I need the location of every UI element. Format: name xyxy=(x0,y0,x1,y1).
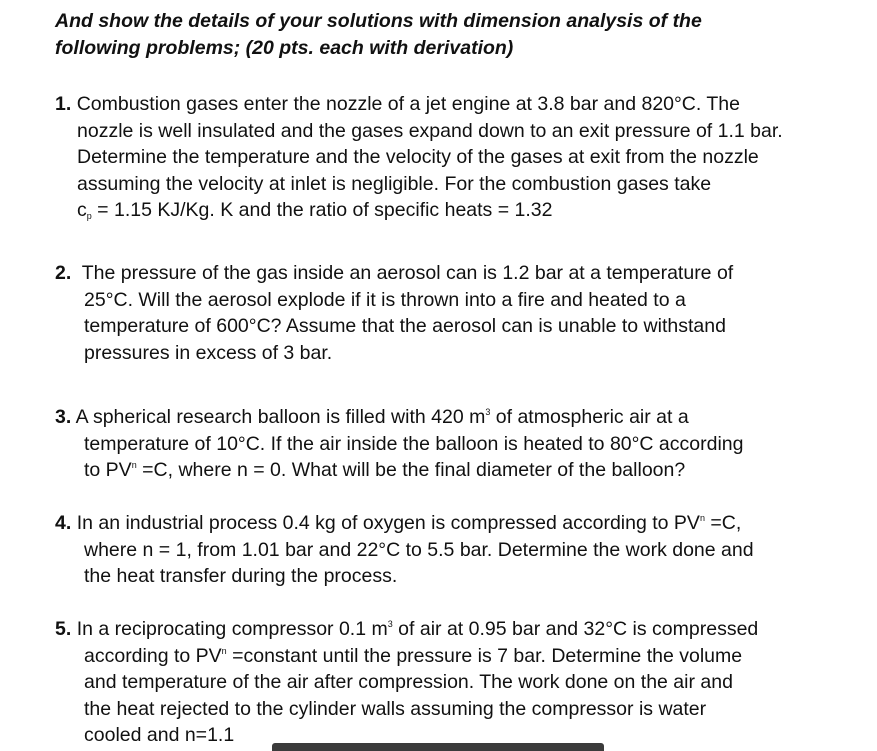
problem-1 xyxy=(55,91,783,224)
problem-number: 4. xyxy=(55,512,72,534)
problem-text-line: 25°C. Will the aerosol explode if it is thrown into a fire and heated to a xyxy=(84,288,686,311)
cp-value-text: = 1.15 KJ/Kg. K and the ratio of specific heats = 1.32 xyxy=(91,199,553,221)
problem-text-part: In an industrial process 0.4 kg of oxygen is compressed according to PV xyxy=(76,512,700,534)
cp-symbol: c xyxy=(77,199,87,221)
problem-2 xyxy=(55,260,733,366)
problem-text-line: temperature of 10°C. If the air inside the balloon is heated to 80°C according xyxy=(84,432,744,455)
superscript: n xyxy=(699,513,705,523)
problem-text-part: =constant until the pressure is 7 bar. Determine the volume xyxy=(226,644,743,667)
problem-text-part: =C, xyxy=(704,512,742,534)
problem-text-part: A spherical research balloon is filled with 420 m xyxy=(75,406,486,428)
cp-subscript: p xyxy=(86,211,92,221)
heading-line-1: And show the details of your solutions with dimension analysis of the xyxy=(55,10,702,32)
superscript: n xyxy=(131,460,137,470)
problem-text-part: of atmospheric air at a xyxy=(490,406,689,428)
problem-text-line: nozzle is well insulated and the gases expand down to an exit pressure of 1.1 bar. xyxy=(77,119,783,142)
problem-text-part: to PV xyxy=(84,459,132,481)
problem-text-line xyxy=(55,643,758,670)
problem-text-line: temperature of 600°C? Assume that the aerosol can is unable to withstand xyxy=(84,315,726,337)
problem-text-line: Determine the temperature and the velocity of the gases at exit from the nozzle xyxy=(77,146,759,168)
problem-text-part: In a reciprocating compressor 0.1 m xyxy=(76,618,388,640)
instructions-heading xyxy=(55,8,855,62)
problem-text-line xyxy=(55,197,783,224)
problem-5 xyxy=(55,616,758,749)
problem-text-line: cooled and n=1.1 xyxy=(84,724,235,746)
superscript: 3 xyxy=(485,407,491,417)
problem-text-line: where n = 1, from 1.01 bar and 22°C to 5.5 bar. Determine the work done and xyxy=(84,538,754,561)
problem-number: 5. xyxy=(55,618,72,640)
problem-3 xyxy=(55,404,744,484)
problem-text-part: of air at 0.95 bar and 32°C is compressed xyxy=(392,618,759,640)
problem-number: 2. xyxy=(55,262,72,284)
problem-text-line: Combustion gases enter the nozzle of a jet engine at 3.8 bar and 820°C. The xyxy=(76,93,740,115)
heading-line-2: following problems; (20 pts. each with derivation) xyxy=(55,37,514,59)
problem-text-line: and temperature of the air after compression. The work done on the air and xyxy=(84,671,733,693)
problem-text-line: the heat transfer during the process. xyxy=(84,565,398,587)
bottom-toolbar-edge xyxy=(272,743,604,751)
problem-number: 1. xyxy=(55,93,72,115)
problem-4 xyxy=(55,510,754,590)
superscript: 3 xyxy=(387,619,393,629)
problem-text-line: assuming the velocity at inlet is negligible. For the combustion gases take xyxy=(77,172,712,195)
superscript: n xyxy=(221,645,227,656)
problem-text-line: the heat rejected to the cylinder walls assuming the compressor is water xyxy=(84,697,707,720)
problem-text-line: pressures in excess of 3 bar. xyxy=(84,341,333,364)
problem-text-part: =C, where n = 0. What will be the final diameter of the balloon? xyxy=(136,459,686,481)
problem-number: 3. xyxy=(55,406,72,428)
problem-text-line xyxy=(55,457,744,484)
problem-text-part: according to PV xyxy=(84,644,222,667)
problem-text-line: The pressure of the gas inside an aerosol can is 1.2 bar at a temperature of xyxy=(81,262,734,284)
